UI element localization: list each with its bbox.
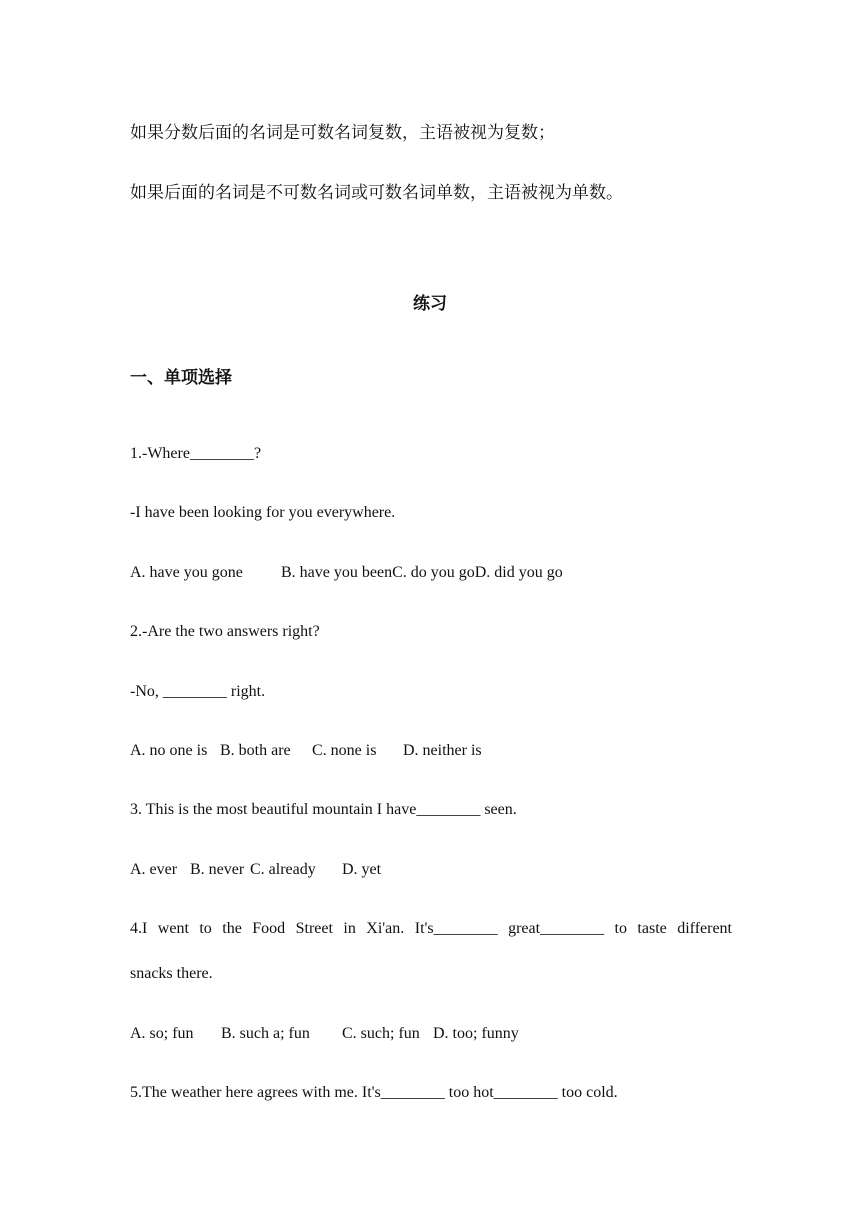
option-d: D. yet — [342, 861, 382, 878]
question-5-stem: 5.The weather here agrees with me. It's________ too hot________ too cold. — [130, 1084, 618, 1101]
question-3-options — [130, 861, 381, 879]
option-a: A. ever — [130, 861, 178, 878]
option-a: A. no one is — [130, 742, 208, 759]
option-c: C. none is — [312, 742, 377, 759]
question-4-options — [130, 1025, 519, 1043]
rule-singular: 如果后面的名词是不可数名词或可数名词单数，主语被视为单数。 — [130, 183, 623, 203]
section-title: 一、单项选择 — [130, 368, 232, 388]
option-a: A. so; fun — [130, 1025, 194, 1042]
question-2-reply: -No, ________ right. — [130, 683, 266, 700]
question-3-stem: 3. This is the most beautiful mountain I have________ seen. — [130, 801, 517, 818]
option-d: D. neither is — [403, 742, 482, 759]
option-b: B. such a; fun — [221, 1025, 310, 1042]
option-d: D. did you go — [474, 564, 563, 581]
option-c: C. such; fun — [342, 1025, 420, 1042]
rule-plural: 如果分数后面的名词是可数名词复数，主语被视为复数； — [130, 123, 555, 143]
question-2-options — [130, 742, 482, 760]
option-b: B. have you been — [281, 564, 393, 581]
question-1-options — [130, 564, 563, 582]
option-a: A. have you gone — [130, 564, 243, 581]
question-2-stem: 2.-Are the two answers right? — [130, 623, 320, 640]
question-1-reply: -I have been looking for you everywhere. — [130, 504, 396, 521]
question-4-stem-continued: snacks there. — [130, 965, 213, 982]
option-b: B. both are — [220, 742, 291, 759]
option-c: C. already — [250, 861, 316, 878]
option-c: C. do you go — [392, 564, 475, 581]
question-1-stem: 1.-Where________? — [130, 445, 262, 462]
option-b: B. never — [190, 861, 245, 878]
exercise-title: 练习 — [413, 294, 447, 314]
option-d: D. too; funny — [433, 1025, 519, 1042]
question-4-stem: 4.I went to the Food Street in Xi'an. It's________ great________ to taste different — [130, 920, 732, 937]
